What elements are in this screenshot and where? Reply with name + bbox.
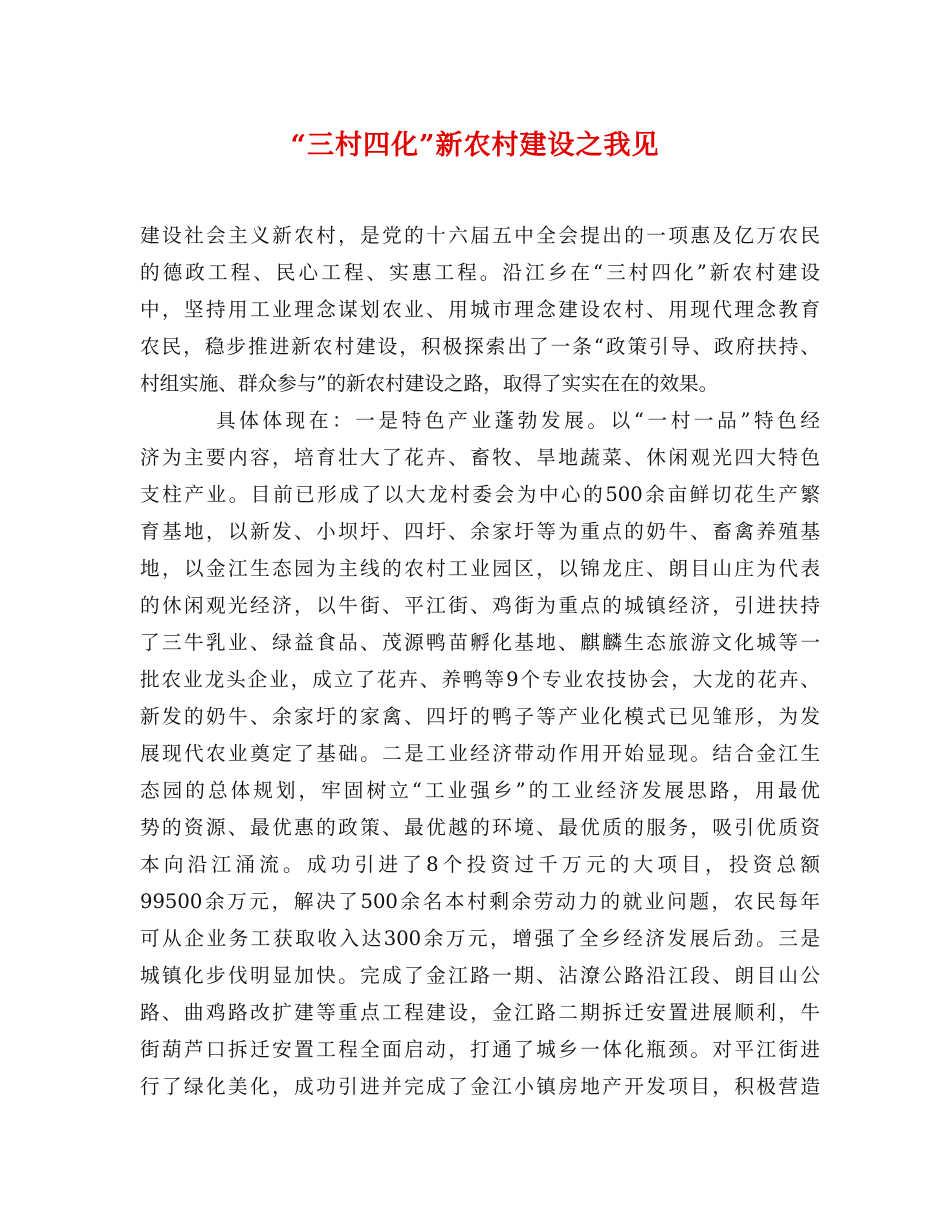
text-line: 地，以金江生态园为主线的农村工业园区，以锦龙庄、朗目山庄为代表 [140, 557, 820, 580]
text-line: 育基地，以新发、小坝圩、四圩、余家圩等为重点的奶牛、畜禽养殖基 [140, 520, 820, 543]
text-line: 势的资源、最优惠的政策、最优越的环境、最优质的服务，吸引优质资 [140, 816, 820, 839]
text-line: 本向沿江涌流。成功引进了8个投资过千万元的大项目，投资总额 [140, 853, 820, 876]
text-line: 村组实施、群众参与”的新农村建设之路，取得了实实在在的效果。 [140, 372, 719, 395]
text-line: 展现代农业奠定了基础。二是工业经济带动作用开始显现。结合金江生 [140, 742, 820, 765]
text-line: 具体体现在：一是特色产业蓬勃发展。以“一村一品”特色经 [216, 409, 820, 432]
text-line: 行了绿化美化，成功引进并完成了金江小镇房地产开发项目，积极营造 [140, 1075, 820, 1098]
text-line: 99500余万元，解决了500余名本村剩余劳动力的就业问题，农民每年 [140, 890, 820, 913]
text-line: 路、曲鸡路改扩建等重点工程建设，金江路二期拆迁安置进展顺利，牛 [140, 1001, 820, 1024]
page-title: “三村四化”新农村建设之我见 [290, 130, 660, 161]
text-line: 建设社会主义新农村，是党的十六届五中全会提出的一项惠及亿万农民 [140, 224, 820, 247]
text-line: 农民，稳步推进新农村建设，积极探索出了一条“政策引导、政府扶持、 [140, 335, 820, 358]
body-text [140, 217, 820, 1105]
text-line: 可从企业务工获取收入达300余万元，增强了全乡经济发展后劲。三是 [140, 927, 820, 950]
text-line: 支柱产业。目前已形成了以大龙村委会为中心的500余亩鲜切花生产繁 [140, 483, 820, 506]
text-line: 了三牛乳业、绿益食品、茂源鸭苗孵化基地、麒麟生态旅游文化城等一 [140, 631, 820, 654]
text-line: 街葫芦口拆迁安置工程全面启动，打通了城乡一体化瓶颈。对平江街进 [140, 1038, 820, 1061]
text-line: 城镇化步伐明显加快。完成了金江路一期、沾潦公路沿江段、朗目山公 [140, 964, 820, 987]
text-line: 的休闲观光经济，以牛街、平江街、鸡街为重点的城镇经济，引进扶持 [140, 594, 820, 617]
text-line: 态园的总体规划，牢固树立“工业强乡”的工业经济发展思路，用最优 [140, 779, 820, 802]
text-line: 中，坚持用工业理念谋划农业、用城市理念建设农村、用现代理念教育 [140, 298, 820, 321]
text-line: 的德政工程、民心工程、实惠工程。沿江乡在“三村四化”新农村建设 [140, 261, 820, 284]
text-line: 批农业龙头企业，成立了花卉、养鸭等9个专业农技协会，大龙的花卉、 [140, 668, 820, 691]
text-line: 济为主要内容，培育壮大了花卉、畜牧、旱地蔬菜、休闲观光四大特色 [140, 446, 820, 469]
text-line: 新发的奶牛、余家圩的家禽、四圩的鸭子等产业化模式已见雏形，为发 [140, 705, 820, 728]
